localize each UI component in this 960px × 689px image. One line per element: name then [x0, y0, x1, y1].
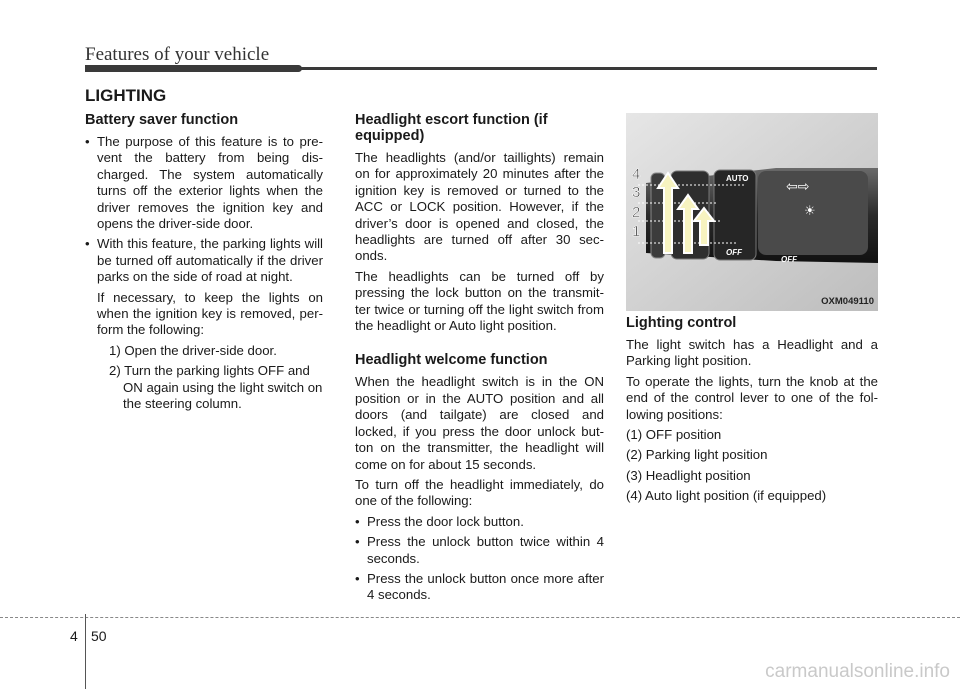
lighting-control-heading: Lighting control [626, 315, 737, 331]
battery-saver-heading: Battery saver function [85, 112, 239, 128]
battery-saver-step: 2) Turn the parking lights OFF and ON again using the light switch on the steering column. [109, 363, 323, 412]
switch-label-off: OFF [726, 248, 742, 257]
welcome-paragraph: To turn off the headlight immediately, do one of the following: [355, 476, 604, 509]
light-switch-illustration [626, 113, 878, 311]
welcome-bullet: • Press the unlock button twice within 4 seconds. [355, 534, 604, 567]
lighting-control-paragraph: To operate the lights, turn the knob at the end of the control lever to one of the fol-lowing positions: [626, 373, 878, 422]
lighting-position-item: (1) OFF position [626, 427, 722, 443]
escort-heading: Headlight escort function (if equipped) [355, 112, 548, 144]
welcome-paragraph: When the headlight switch is in the ON position or in the AUTO position and all doors (and tailgate) are closed and locked, if you press the door unlock but-ton on the transmitter, the headlight will come on for about 15 seconds. [355, 374, 604, 472]
footer-divider [0, 617, 960, 618]
welcome-heading: Headlight welcome function [355, 352, 548, 369]
header-rule-accent [85, 65, 302, 72]
escort-paragraph: The headlights can be turned off by pressing the lock button on the transmit-ter twice or turning off the light switch from the headlight or Auto light position. [355, 268, 604, 334]
welcome-bullet: • Press the door lock button. [355, 514, 604, 530]
page-number: 50 [91, 628, 107, 644]
battery-saver-bullet: • The purpose of this feature is to pre-vent the battery from being dis-charged. The system automatically turns off the exterior lights when the driver removes the ignition key and opens the driver-side door. [85, 134, 323, 232]
light-switch-figure [626, 113, 878, 311]
position-label-1: 1 [632, 223, 641, 240]
battery-saver-bullet: • With this feature, the parking lights will be turned off automatically if the driver parks on the side of road at night. [85, 236, 323, 285]
lighting-position-item: (3) Headlight position [626, 467, 751, 483]
column-headlight-functions [355, 112, 604, 608]
lighting-position-item: (4) Auto light position (if equipped) [626, 488, 827, 504]
position-label-4: 4 [632, 166, 641, 183]
welcome-bullet: • Press the unlock button once more after 4 seconds. [355, 571, 604, 604]
battery-saver-note: If necessary, to keep the lights on when the ignition key is removed, per-form the following: [97, 289, 323, 338]
chapter-number: 4 [70, 628, 78, 644]
footer-vertical-rule [85, 614, 86, 689]
lighting-position-item: (2) Parking light position [626, 447, 768, 463]
switch-label-auto: AUTO [726, 174, 749, 183]
escort-paragraph: The headlights (and/or taillights) remain on for approximately 20 minutes after the ignition key is removed or turned to the ACC or LOCK position. However, if the driver’s door is opened and closed, the headlights are turned off after 30 sec-onds. [355, 150, 604, 264]
position-label-3: 3 [632, 184, 641, 201]
column-lighting-control [626, 315, 878, 509]
lighting-control-paragraph: The light switch has a Headlight and a Parking light position. [626, 337, 878, 369]
page-header-title: Features of your vehicle [85, 44, 270, 65]
turn-signal-icon: ⇦⇨ [786, 179, 810, 195]
section-title: LIGHTING [85, 86, 167, 105]
switch-label-off: OFF [781, 255, 797, 264]
column-battery-saver [85, 112, 323, 417]
figure-code: OXM049110 [821, 296, 874, 307]
fog-light-icon: ☀ [804, 204, 816, 219]
watermark: carmanualsonline.info [765, 661, 950, 682]
position-label-2: 2 [632, 204, 641, 221]
battery-saver-step: 1) Open the driver-side door. [109, 342, 277, 358]
